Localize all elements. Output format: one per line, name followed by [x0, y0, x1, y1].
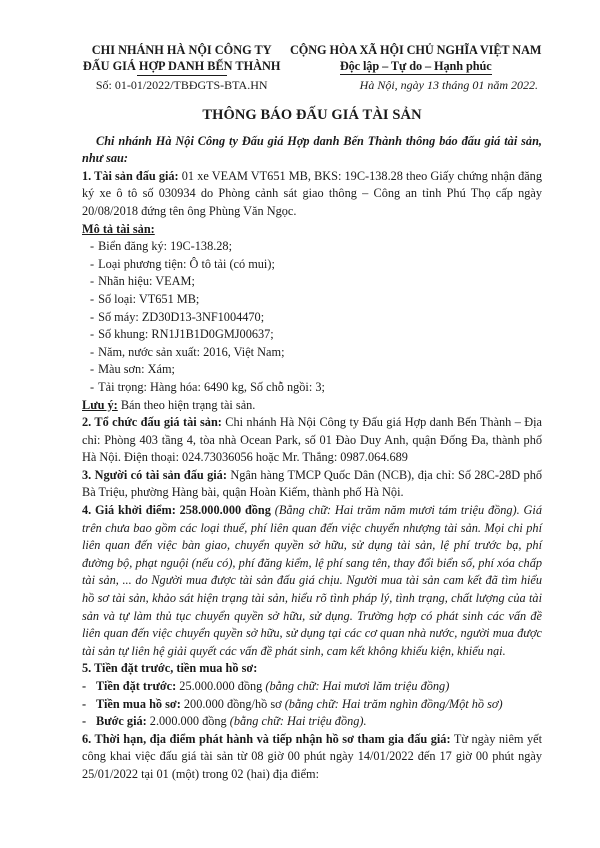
section-4	[82, 502, 542, 660]
deposit-value: 25.000.000 đồng	[176, 679, 263, 693]
section-5-label: 5. Tiền đặt trước, tiền mua hồ sơ:	[82, 661, 258, 676]
national-heading-block	[289, 42, 542, 93]
list-item: - Bước giá: 2.000.000 đồng (bằng chữ: Hai triệu đồng).	[82, 714, 367, 729]
list-item: - Loại phương tiện: Ô tô tải (có mui);	[82, 256, 542, 274]
document-reference-number: Số: 01-01/2022/TBĐGTS-BTA.HN	[95, 78, 268, 92]
asset-note-text: Bán theo hiện trạng tài sản.	[117, 397, 256, 412]
list-item: - Số loại: VT651 MB;	[82, 291, 542, 309]
section-4-label: 4. Giá khởi điểm: 258.000.000 đồng	[82, 503, 271, 518]
section-4-text: Giá trên chưa bao gồm các loại thuế, phí liên quan đến việc chuyển nhượng tài sản. Mọi chi phí liên quan đến việc bàn giao, chuyển quyền sở hữu, sử dụng tài sản, lệ phí trước bạ, phí đường bộ, phạt nguội (nếu có), phí đăng kiểm, lệ phí sang tên, thay đổi biển số, phí xóa chấp tài sản, ... do Người mua được tài sản đấu giá chịu. Người mua tài sản cam kết đã tìm hiểu hồ sơ tài sản, khảo sát hiện trạng tài sản, hiểu rõ tình pháp lý, tình trạng, chất lượng của tài sản và tự làm thủ tục chuyển quyền sở hữu, sử dụng. Trường hợp có phát sinh các vấn đề liên quan đến việc chuyển quyền sở hữu, sử dụng tại các cơ quan nhà nước, người mua được tài sản tự liên hệ giải quyết các vấn đề phát sinh, cam kết không khiếu kiện, khiếu nại.	[82, 503, 542, 658]
list-item: - Số máy: ZD30D13-3NF1004470;	[82, 309, 542, 327]
list-item: - Biển đăng ký: 19C-138.28;	[82, 238, 542, 256]
list-item: - Năm, nước sản xuất: 2016, Việt Nam;	[82, 344, 542, 362]
section-1-label: 1. Tài sản đấu giá:	[82, 168, 179, 183]
asset-description-label: Mô tả tài sản:	[82, 221, 155, 236]
section-6	[82, 731, 542, 784]
section-6-label: 6. Thời hạn, địa điểm phát hành và tiếp nhận hồ sơ tham gia đấu giá:	[82, 731, 451, 746]
bid-step-value: 2.000.000 đồng	[146, 714, 227, 729]
section-2-label: 2. Tổ chức đấu giá tài sản:	[82, 415, 222, 430]
section-6-text: Từ ngày niêm yết công khai việc đấu giá tài sản từ 08 giờ 00 phút ngày 14/01/2022 đến 17 giờ 00 phút ngày 25/01/2022 tại 01 (một) trong 02 (hai) địa điểm:	[82, 731, 542, 781]
issuer-name-line2: ĐẤU GIÁ HỢP DANH BẾN THÀNH	[82, 59, 281, 73]
issuer-block	[74, 42, 289, 93]
asset-note	[82, 397, 542, 415]
list-item: - Tiền mua hồ sơ: 200.000 đồng/hồ sơ (bằng chữ: Hai trăm nghìn đồng/Một hồ sơ)	[82, 696, 503, 711]
section-1	[82, 168, 542, 221]
list-item: - Màu sơn: Xám;	[82, 361, 542, 379]
deposit-label: Tiền đặt trước:	[96, 679, 177, 693]
asset-description-heading	[82, 221, 542, 239]
section-1-text: 01 xe VEAM VT651 MB, BKS: 19C-138.28 theo Giấy chứng nhận đăng ký xe ô tô số 030934 do Phòng cảnh sát giao thông – Công an tỉnh Phú Thọ cấp ngày 20/08/2018 đứng tên ông Phùng Văn Ngọc.	[82, 168, 542, 218]
issuer-underline	[137, 75, 227, 76]
issuer-name-line1: CHI NHÁNH HÀ NỘI CÔNG TY	[91, 43, 272, 57]
intro-paragraph: Chi nhánh Hà Nội Công ty Đấu giá Hợp danh Bến Thành thông báo đấu giá tài sản, như sau:	[82, 133, 542, 166]
deposit-words: (bằng chữ: Hai mươi lăm triệu đồng)	[262, 679, 450, 693]
section-5	[82, 660, 542, 678]
list-item: - Tiền đặt trước: 25.000.000 đồng (bằng chữ: Hai mươi lăm triệu đồng)	[82, 679, 450, 693]
dossier-fee-words: (bằng chữ: Hai trăm nghìn đồng/Một hồ sơ)	[281, 696, 503, 711]
list-item: - Nhãn hiệu: VEAM;	[82, 273, 542, 291]
section-3-text: Ngân hàng TMCP Quốc Dân (NCB), địa chỉ: Số 28C-28D phố Bà Triệu, phường Hàng bài, quận Hoàn Kiếm, thành phố Hà Nội.	[82, 467, 543, 500]
dossier-fee-label: Tiền mua hồ sơ:	[96, 696, 181, 711]
national-title: CỘNG HÒA XÃ HỘI CHỦ NGHĨA VIỆT NAM	[290, 43, 542, 57]
asset-note-label: Lưu ý:	[82, 397, 118, 412]
section-2	[82, 414, 542, 467]
document-header	[82, 42, 542, 93]
bid-step-words: (bằng chữ: Hai triệu đồng).	[226, 714, 367, 729]
national-motto: Độc lập – Tự do – Hạnh phúc	[339, 59, 492, 73]
section-5-list	[82, 678, 542, 731]
list-item: - Tải trọng: Hàng hóa: 6490 kg, Số chỗ ngồi: 3;	[82, 379, 542, 397]
dossier-fee-value: 200.000 đồng/hồ sơ	[180, 696, 282, 711]
document-date: Hà Nội, ngày 13 tháng 01 năm 2022.	[359, 78, 538, 92]
section-4-words: (Bằng chữ: Hai trăm năm mươi tám triệu đồng).	[270, 503, 520, 518]
asset-description-list	[82, 238, 542, 396]
document-title: THÔNG BÁO ĐẤU GIÁ TÀI SẢN	[202, 107, 422, 123]
bid-step-label: Bước giá:	[96, 714, 147, 729]
section-3-label: 3. Người có tài sản đấu giá:	[82, 467, 227, 482]
section-3	[82, 467, 542, 502]
list-item: - Số khung: RN1J1B1D0GMJ00637;	[82, 326, 542, 344]
section-2-text: Chi nhánh Hà Nội Công ty Đấu giá Hợp danh Bến Thành – Địa chỉ: Phòng 403 tầng 4, tòa nhà Ocean Park, số 01 Đào Duy Anh, quận Đống Đa, thành phố Hà Nội. Điện thoại: 024.73036056 hoặc Mr. Thắng: 0987.064.689	[82, 415, 543, 465]
